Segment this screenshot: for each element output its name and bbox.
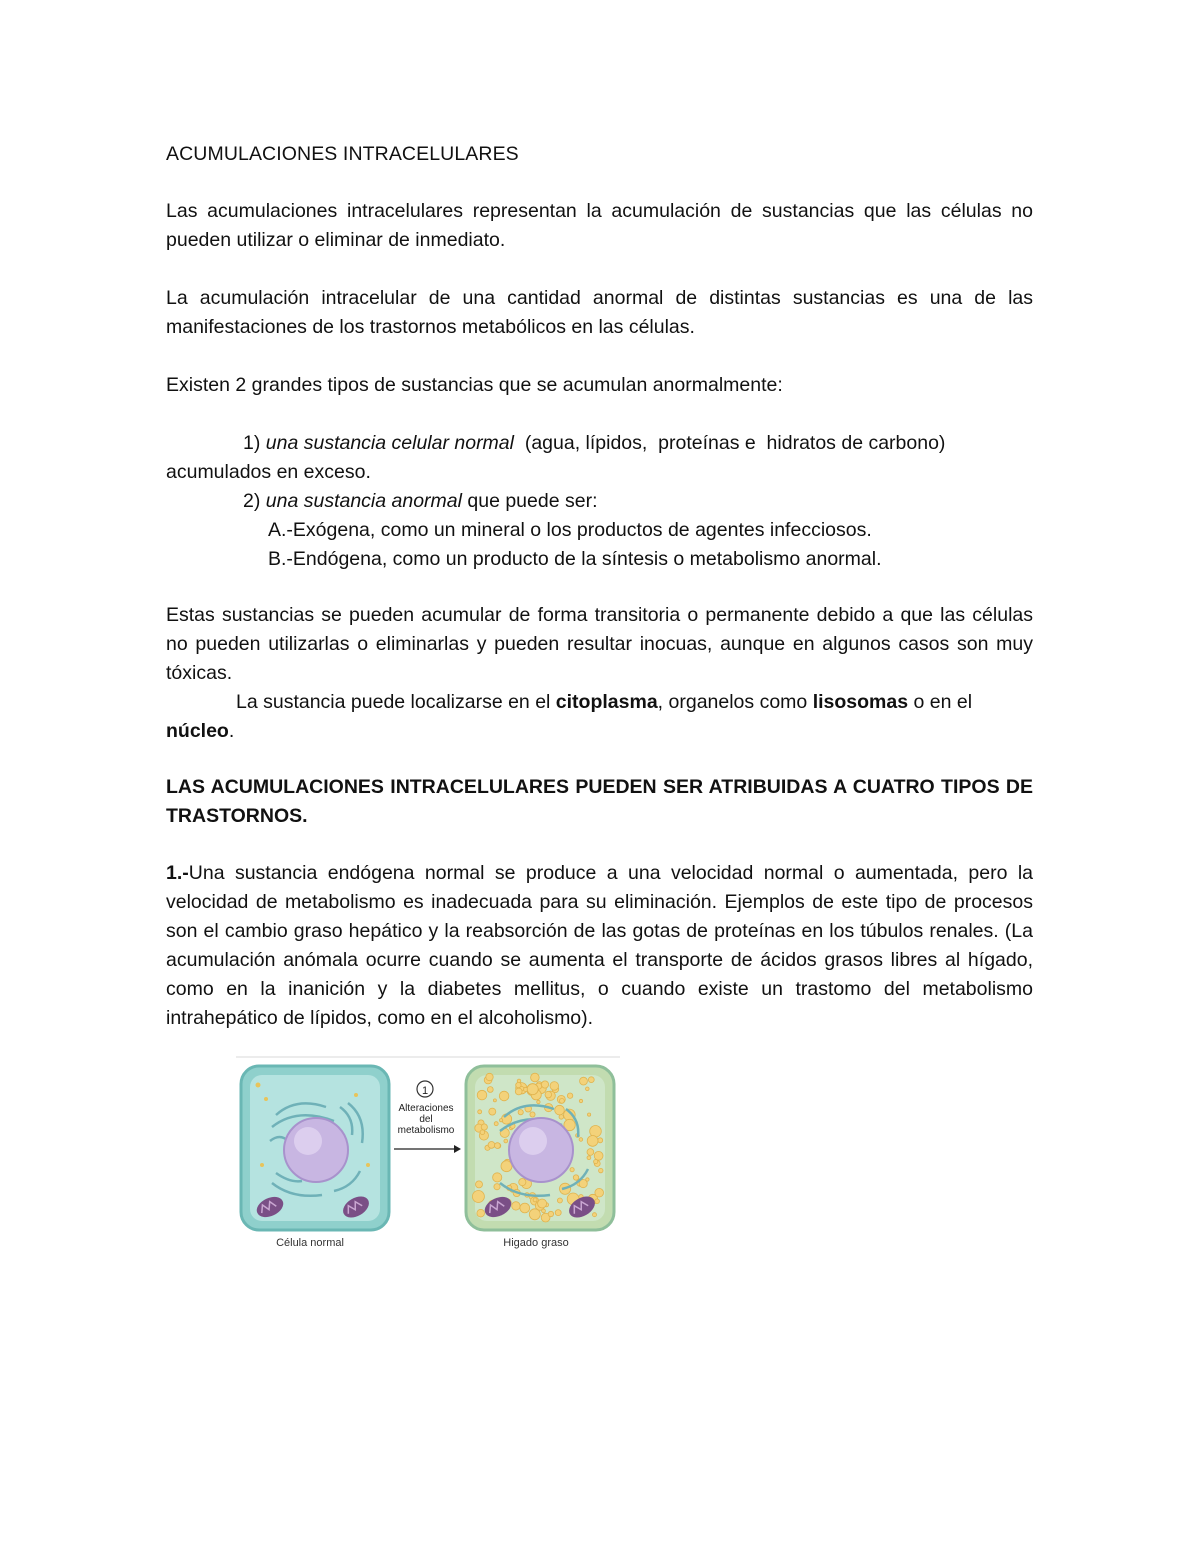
- fat-droplet: [494, 1184, 500, 1190]
- location-nucleo: núcleo: [166, 720, 229, 742]
- fat-droplet: [477, 1209, 485, 1217]
- list-item-1-italic: una sustancia celular normal: [265, 432, 514, 454]
- fat-droplet: [542, 1209, 546, 1213]
- fat-droplet: [538, 1199, 547, 1208]
- fat-droplet: [495, 1143, 501, 1149]
- fat-droplet: [594, 1151, 603, 1160]
- location-text-d: o en el: [908, 691, 973, 713]
- fat-droplet: [504, 1139, 508, 1143]
- fat-droplet: [595, 1188, 604, 1197]
- arrow-label-line-3: metabolismo: [397, 1125, 455, 1136]
- section-heading-disorders: LAS ACUMULACIONES INTRACELULARES PUEDEN SER ATRIBUIDAS A CUATRO TIPOS DE TRASTORNOS.: [166, 776, 1033, 827]
- fat-droplet: [493, 1099, 496, 1102]
- disorder-1-number: 1.-: [166, 862, 189, 884]
- fat-droplet: [487, 1087, 493, 1093]
- fat-droplet: [499, 1091, 509, 1101]
- fatty-cell-illustration: [466, 1066, 614, 1230]
- fat-droplet: [588, 1077, 594, 1083]
- fat-droplet: [501, 1161, 512, 1172]
- list-item-1: [243, 429, 945, 458]
- sub-item-a: A.-Exógena, como un mineral o los productos de agentes infecciosos.: [268, 519, 872, 541]
- list-item-2-number: 2): [243, 490, 261, 512]
- fat-droplet: [555, 1105, 565, 1115]
- paragraph-types-intro: Existen 2 grandes tipos de sustancias que se acumulan anormalmente:: [166, 374, 783, 396]
- fat-droplet: [530, 1112, 535, 1117]
- fatty-liver-figure: [236, 1055, 620, 1255]
- fat-droplet: [480, 1130, 485, 1135]
- fat-droplet: [537, 1100, 540, 1103]
- fat-droplet: [587, 1149, 594, 1156]
- arrow-label-line-2: del: [419, 1114, 433, 1125]
- list-item-1-number: 1): [243, 432, 261, 454]
- paragraph-definition: Las acumulaciones intracelulares representan la acumulación de sustancias que las células no pueden utilizar o eliminar de inmediato.: [166, 200, 1033, 251]
- fat-droplet: [531, 1073, 540, 1082]
- fat-droplet: [587, 1136, 598, 1147]
- caption-fatty-liver: Higado graso: [503, 1237, 569, 1249]
- fat-droplet: [519, 1179, 526, 1186]
- fat-droplet: [533, 1198, 537, 1202]
- fat-droplet: [515, 1088, 522, 1095]
- fat-droplet: [599, 1168, 603, 1172]
- fat-droplet: [478, 1110, 482, 1114]
- fat-droplet: [500, 1119, 503, 1122]
- fat-droplet: [579, 1138, 583, 1142]
- step-number: 1: [421, 1085, 429, 1097]
- location-citoplasma: citoplasma: [555, 691, 658, 713]
- list-item-2: [243, 487, 598, 516]
- fat-droplet: [520, 1203, 530, 1213]
- normal-cell-illustration: [241, 1066, 389, 1230]
- list-item-2-italic: una sustancia anormal: [265, 490, 462, 512]
- fat-droplet: [557, 1198, 562, 1203]
- fat-droplet: [486, 1073, 493, 1080]
- fat-droplet: [493, 1173, 502, 1182]
- fat-droplet: [481, 1124, 487, 1130]
- fat-droplet: [529, 1209, 540, 1220]
- fat-droplet: [570, 1168, 574, 1172]
- fat-droplet: [580, 1077, 588, 1085]
- fat-droplet: [579, 1099, 582, 1102]
- fat-droplet: [494, 1122, 498, 1126]
- fat-droplet: [550, 1082, 559, 1091]
- fat-droplet: [527, 1084, 538, 1095]
- fat-droplet: [587, 1156, 591, 1160]
- fat-droplet: [477, 1090, 487, 1100]
- arrow-label-line-1: Alteraciones: [398, 1103, 454, 1114]
- fat-droplet: [518, 1110, 523, 1115]
- paragraph-location: [166, 688, 1033, 746]
- fat-droplet: [512, 1202, 520, 1210]
- fat-droplet: [548, 1211, 553, 1216]
- fat-droplet: [595, 1199, 600, 1204]
- fat-droplet: [488, 1142, 495, 1149]
- paragraph-metabolic: La acumulación intracelular de una cantidad anormal de distintas sustancias es una de las manifestaciones de los trastornos metabólicos en las células.: [166, 287, 1033, 338]
- disorder-1-text: Una sustancia endógena normal se produce a una velocidad normal o aumentada, pero la velocidad de metabolismo es inadecuada para su eliminación. Ejemplos de este tipo de procesos son el cambio graso hepático y la reabsorción de las gotas de proteínas en los túbulos renales. (La acumulación anómala ocurre cuando se aumenta el transporte de ácidos grasos libres al hígado, como en la inanición y la diabetes mellitus, o cuando existe un trastomo del metabolismo intrahepático de lípidos, como en el alcoholismo).: [166, 862, 1033, 1029]
- fat-droplet: [598, 1138, 603, 1143]
- paragraph-disorder-1: [166, 859, 1033, 1033]
- location-lisosomas: lisosomas: [812, 691, 909, 713]
- fat-droplet: [593, 1213, 597, 1217]
- fat-droplet: [567, 1093, 572, 1098]
- fat-droplet: [555, 1210, 561, 1216]
- list-item-1-rest: (agua, lípidos, proteínas e hidratos de carbono): [513, 432, 946, 454]
- paragraph-accumulation: Estas sustancias se pueden acumular de forma transitoria o permanente debido a que las células no pueden utilizarlas o eliminarlas y pueden resultar inocuas, aunque en algunos casos son muy tóxicas.: [166, 604, 1033, 684]
- location-text-c: , organelos como: [657, 691, 813, 713]
- fat-droplet: [586, 1087, 590, 1091]
- fat-droplet: [476, 1181, 483, 1188]
- fat-droplet: [489, 1108, 496, 1115]
- caption-normal-cell: Célula normal: [276, 1237, 344, 1249]
- fat-droplet: [472, 1191, 484, 1203]
- metabolism-arrow: [394, 1081, 461, 1153]
- location-text-a: La sustancia puede localizarse en el: [236, 691, 556, 713]
- list-item-2-rest: que puede ser:: [461, 490, 598, 512]
- fat-droplet: [545, 1091, 552, 1098]
- location-text-e: .: [228, 720, 235, 742]
- fat-droplet: [560, 1099, 565, 1104]
- fatty-liver-illustration: [236, 1055, 620, 1255]
- fat-droplet: [541, 1081, 548, 1088]
- sub-item-b: B.-Endógena, como un producto de la síntesis o metabolismo anormal.: [268, 548, 882, 570]
- list-item-1-continuation: acumulados en exceso.: [166, 461, 371, 483]
- document-title: ACUMULACIONES INTRACELULARES: [166, 143, 519, 165]
- fat-droplet: [588, 1113, 591, 1116]
- fat-droplet: [594, 1160, 598, 1164]
